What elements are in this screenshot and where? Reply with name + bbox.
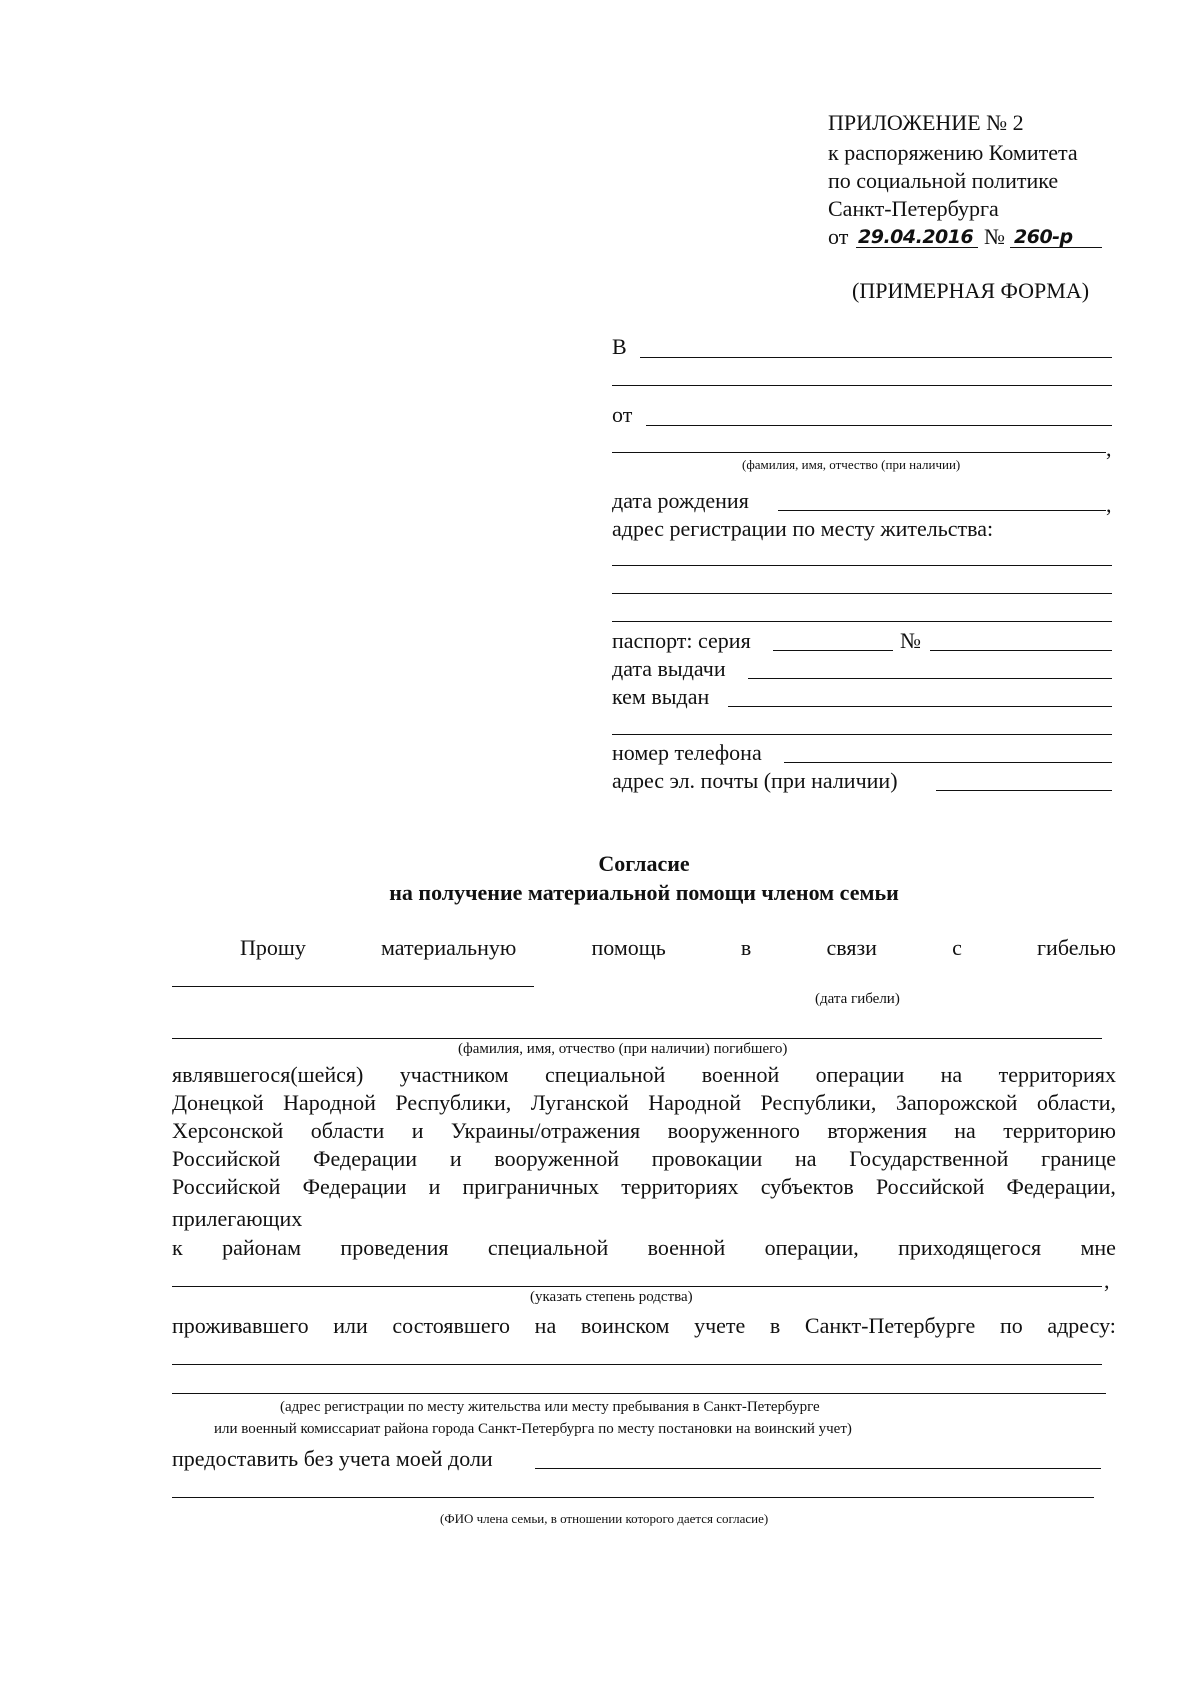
para-word: Федерации bbox=[313, 1146, 418, 1171]
share-label: предоставить без учета моей доли bbox=[172, 1446, 493, 1471]
lived-word: учете bbox=[694, 1313, 746, 1338]
para-word: к bbox=[172, 1235, 183, 1260]
address-hint-2: или военный комиссариат района города Санкт-Петербурга по месту постановки на воинский учет) bbox=[214, 1421, 852, 1437]
appendix-no-label: № bbox=[984, 224, 1005, 249]
para-word: на bbox=[954, 1118, 976, 1143]
issued-by-field-line[interactable] bbox=[728, 706, 1112, 707]
para-word: Республики, bbox=[760, 1090, 877, 1115]
appendix-from-label: от bbox=[828, 224, 849, 249]
lived-line bbox=[172, 1315, 1116, 1337]
passport-no-field-line[interactable] bbox=[930, 650, 1112, 651]
relation-field-line[interactable] bbox=[172, 1286, 1102, 1287]
para-word: операции, bbox=[764, 1235, 859, 1260]
para-word: Федерации bbox=[302, 1174, 407, 1199]
address-hint-1: (адрес регистрации по месту жительства или месту пребывания в Санкт-Петербурге bbox=[280, 1399, 820, 1415]
para-line-2 bbox=[172, 1092, 1116, 1114]
lived-word: состоявшего bbox=[392, 1313, 511, 1338]
para-word: мне bbox=[1080, 1235, 1116, 1260]
lived-word: проживавшего bbox=[172, 1313, 309, 1338]
request-word: с bbox=[952, 935, 962, 960]
para-line-1 bbox=[172, 1064, 1116, 1086]
para-line-5 bbox=[172, 1176, 1116, 1198]
appendix-number-underline bbox=[1010, 247, 1102, 248]
from-field-line-2[interactable] bbox=[612, 452, 1106, 453]
address-field-line-2[interactable] bbox=[172, 1393, 1106, 1394]
appendix-line-3: по социальной политике bbox=[828, 168, 1059, 193]
request-word: материальную bbox=[381, 935, 517, 960]
consent-title: Согласие bbox=[598, 851, 690, 876]
request-word: помощь bbox=[591, 935, 666, 960]
lived-word: или bbox=[333, 1313, 368, 1338]
para-word: области, bbox=[1036, 1090, 1116, 1115]
phone-field-line[interactable] bbox=[784, 762, 1112, 763]
para-word: операции bbox=[815, 1062, 905, 1087]
appendix-date-handwritten: 29.04.2016 bbox=[858, 226, 974, 248]
from-label: от bbox=[612, 402, 633, 427]
phone-label: номер телефона bbox=[612, 740, 762, 765]
appendix-line-2: к распоряжению Комитета bbox=[828, 140, 1078, 165]
request-word: в bbox=[740, 935, 752, 960]
issue-date-label: дата выдачи bbox=[612, 656, 726, 681]
request-word: связи bbox=[826, 935, 877, 960]
para-word: Государственной bbox=[849, 1146, 1009, 1171]
para-word: специальной bbox=[544, 1062, 666, 1087]
para-word: на bbox=[940, 1062, 963, 1087]
para-word: специальной bbox=[487, 1235, 609, 1260]
appendix-title: ПРИЛОЖЕНИЕ № 2 bbox=[828, 110, 1024, 135]
to-field-line[interactable] bbox=[640, 357, 1112, 358]
issued-by-field-line-2[interactable] bbox=[612, 734, 1112, 735]
para-word: вторжения bbox=[827, 1118, 927, 1143]
para-word: Народной bbox=[648, 1090, 741, 1115]
lived-word: воинском bbox=[580, 1313, 670, 1338]
para-word: приграничных bbox=[462, 1174, 600, 1199]
para-line-6: прилегающих bbox=[172, 1206, 303, 1231]
reg-address-label: адрес регистрации по месту жительства: bbox=[612, 516, 994, 541]
reg-address-line-3[interactable] bbox=[612, 621, 1112, 622]
consent-subtitle: на получение материальной помощи членом семьи bbox=[389, 880, 899, 905]
email-label: адрес эл. почты (при наличии) bbox=[612, 768, 898, 793]
deceased-name-hint: (фамилия, имя, отчество (при наличии) погибшего) bbox=[458, 1041, 788, 1057]
relation-hint: (указать степень родства) bbox=[530, 1289, 693, 1305]
para-word: и bbox=[428, 1174, 441, 1199]
para-word: Луганской bbox=[530, 1090, 629, 1115]
address-field-line-1[interactable] bbox=[172, 1364, 1102, 1365]
share-field-line[interactable] bbox=[535, 1468, 1101, 1469]
para-word: вооруженной bbox=[494, 1146, 620, 1171]
para-word: районам bbox=[222, 1235, 302, 1260]
para-word: приходящегося bbox=[898, 1235, 1042, 1260]
para-word: Херсонской bbox=[172, 1118, 284, 1143]
request-word: Прошу bbox=[240, 935, 306, 960]
form-type-label: (ПРИМЕРНАЯ ФОРМА) bbox=[852, 278, 1090, 303]
lived-word: по bbox=[999, 1313, 1023, 1338]
para-word: Народной bbox=[283, 1090, 376, 1115]
para-word: военной bbox=[647, 1235, 726, 1260]
para-word: границе bbox=[1041, 1146, 1116, 1171]
death-date-field-line[interactable] bbox=[172, 986, 534, 987]
para-word: провокации bbox=[651, 1146, 763, 1171]
appendix-line-4: Санкт-Петербурга bbox=[828, 196, 999, 221]
appendix-date-underline bbox=[856, 247, 978, 248]
birth-date-field-line[interactable] bbox=[778, 510, 1106, 511]
lived-word: Санкт-Петербурге bbox=[804, 1313, 976, 1338]
para-word: военной bbox=[701, 1062, 780, 1087]
issued-by-label: кем выдан bbox=[612, 684, 710, 709]
para-word: на bbox=[794, 1146, 817, 1171]
para-word: участником bbox=[399, 1062, 509, 1087]
lived-word: на bbox=[534, 1313, 557, 1338]
to-label: В bbox=[612, 334, 627, 359]
para-line-3 bbox=[172, 1120, 1116, 1142]
para-word: области bbox=[310, 1118, 385, 1143]
request-line bbox=[240, 937, 1116, 959]
para-word: вооруженного bbox=[667, 1118, 800, 1143]
para-word: Российской bbox=[172, 1174, 281, 1199]
para-word: субъектов bbox=[760, 1174, 854, 1199]
passport-no-label: № bbox=[900, 628, 921, 653]
para-line-4 bbox=[172, 1148, 1116, 1170]
deceased-name-field-line[interactable] bbox=[172, 1038, 1102, 1039]
name-hint: (фамилия, имя, отчество (при наличии) bbox=[742, 457, 961, 472]
para-word: территорию bbox=[1003, 1118, 1116, 1143]
para-word: и bbox=[411, 1118, 424, 1143]
lived-word: адресу: bbox=[1047, 1313, 1116, 1338]
reg-address-line-2[interactable] bbox=[612, 593, 1112, 594]
email-field-line[interactable] bbox=[936, 790, 1112, 791]
para-word: являвшегося(шейся) bbox=[172, 1062, 364, 1087]
death-date-hint: (дата гибели) bbox=[815, 991, 900, 1007]
para-word: и bbox=[449, 1146, 462, 1171]
birth-date-label: дата рождения bbox=[612, 488, 749, 513]
para-word: Донецкой bbox=[172, 1090, 264, 1115]
para-word: Республики, bbox=[395, 1090, 512, 1115]
para-word: Российской bbox=[172, 1146, 281, 1171]
from-field-line[interactable] bbox=[646, 425, 1112, 426]
to-field-line-2[interactable] bbox=[612, 385, 1112, 386]
appendix-number-handwritten: 260-р bbox=[1014, 226, 1073, 248]
para-line-7 bbox=[172, 1237, 1116, 1259]
para-word: Федерации, bbox=[1006, 1174, 1116, 1199]
passport-series-label: паспорт: серия bbox=[612, 628, 751, 653]
lived-word: в bbox=[769, 1313, 781, 1338]
issue-date-field-line[interactable] bbox=[748, 678, 1112, 679]
passport-series-field-line[interactable] bbox=[773, 650, 893, 651]
request-word: гибелью bbox=[1037, 935, 1116, 960]
para-word: проведения bbox=[340, 1235, 449, 1260]
para-word: Российской bbox=[875, 1174, 985, 1199]
family-member-hint: (ФИО члена семьи, в отношении которого дается согласие) bbox=[440, 1511, 769, 1526]
para-word: Украины/отражения bbox=[450, 1118, 641, 1143]
para-word: территориях bbox=[621, 1174, 739, 1199]
family-member-field-line[interactable] bbox=[172, 1497, 1094, 1498]
reg-address-line-1[interactable] bbox=[612, 565, 1112, 566]
para-word: Запорожской bbox=[895, 1090, 1018, 1115]
para-word: территориях bbox=[998, 1062, 1116, 1087]
